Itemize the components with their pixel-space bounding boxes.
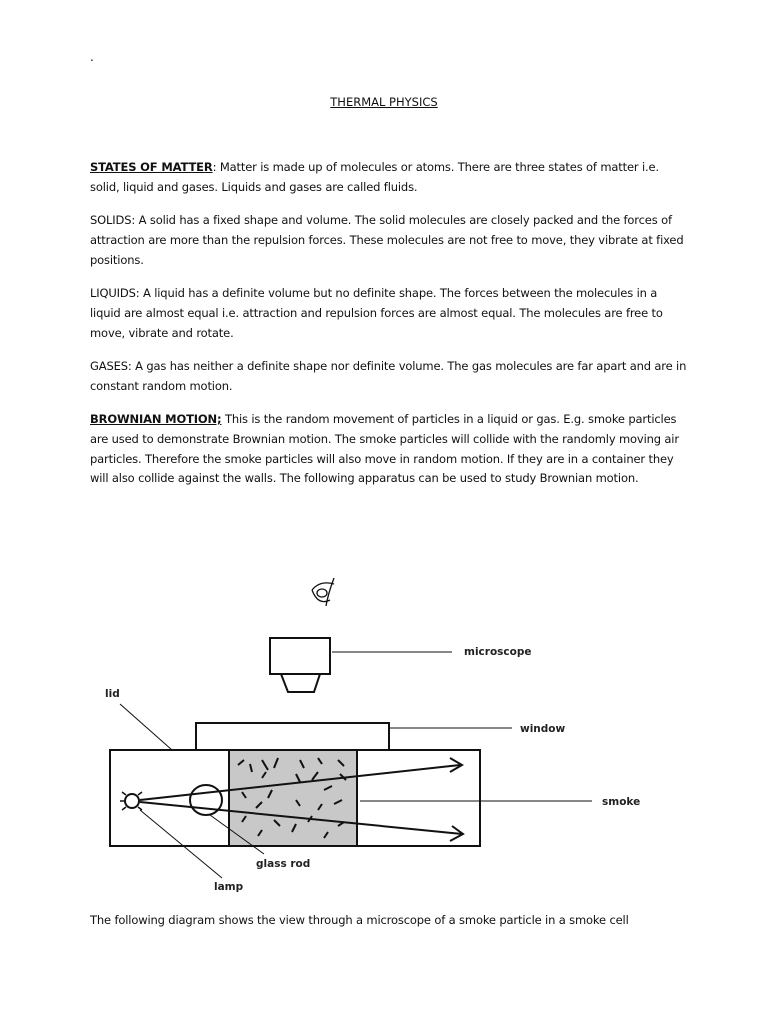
stray-dot: . [90, 50, 94, 64]
heading-states-of-matter: STATES OF MATTER [90, 160, 213, 174]
text-states-of-matter: : Matter is made up of molecules or atoms. There are three states of matter i.e. solid, liquid and gases. Liquids and gases are called fluids. [90, 160, 659, 194]
paragraph-solids: SOLIDS: A solid has a fixed shape and volume. The solid molecules are closely packed and the forces of attraction are more than the repulsion forces. These molecules are not free to move, they vibrate at fixed positions. [90, 213, 684, 267]
heading-brownian-motion: BROWNIAN MOTION; [90, 412, 222, 426]
label-microscope: microscope [464, 646, 532, 658]
lid-pointer [120, 704, 172, 750]
label-window: window [520, 723, 566, 735]
window-shape [196, 723, 389, 750]
microscope-shape [270, 638, 330, 692]
eye-icon [312, 578, 334, 606]
label-glass-rod: glass rod [256, 858, 311, 870]
text-brownian-motion: This is the random movement of particles in a liquid or gas. E.g. smoke particles are used to demonstrate Brownian motion. The smoke particles will collide with the randomly moving air particles. Therefore the smoke particles will also move in random motion. If they are in a container they will also collide against the walls. The following apparatus can be used to study Brownian motion. [90, 412, 679, 486]
label-smoke: smoke [602, 796, 641, 808]
paragraph-gases: GASES: A gas has neither a definite shape nor definite volume. The gas molecules are far apart and are in constant random motion. [90, 359, 687, 393]
paragraph-liquids: LIQUIDS: A liquid has a definite volume but no definite shape. The forces between the molecules in a liquid are almost equal i.e. attraction and repulsion forces are almost equal. The molecules are free to move, vibrate and rotate. [90, 286, 663, 340]
brownian-apparatus-diagram [0, 560, 768, 910]
label-lamp: lamp [214, 881, 244, 893]
diagram-caption: The following diagram shows the view through a microscope of a smoke particle in a smoke cell [90, 913, 629, 927]
paragraph-brownian-motion [90, 410, 690, 489]
label-lid: lid [105, 688, 120, 700]
paragraph-states-of-matter [90, 158, 690, 198]
page-title: THERMAL PHYSICS [330, 95, 438, 109]
